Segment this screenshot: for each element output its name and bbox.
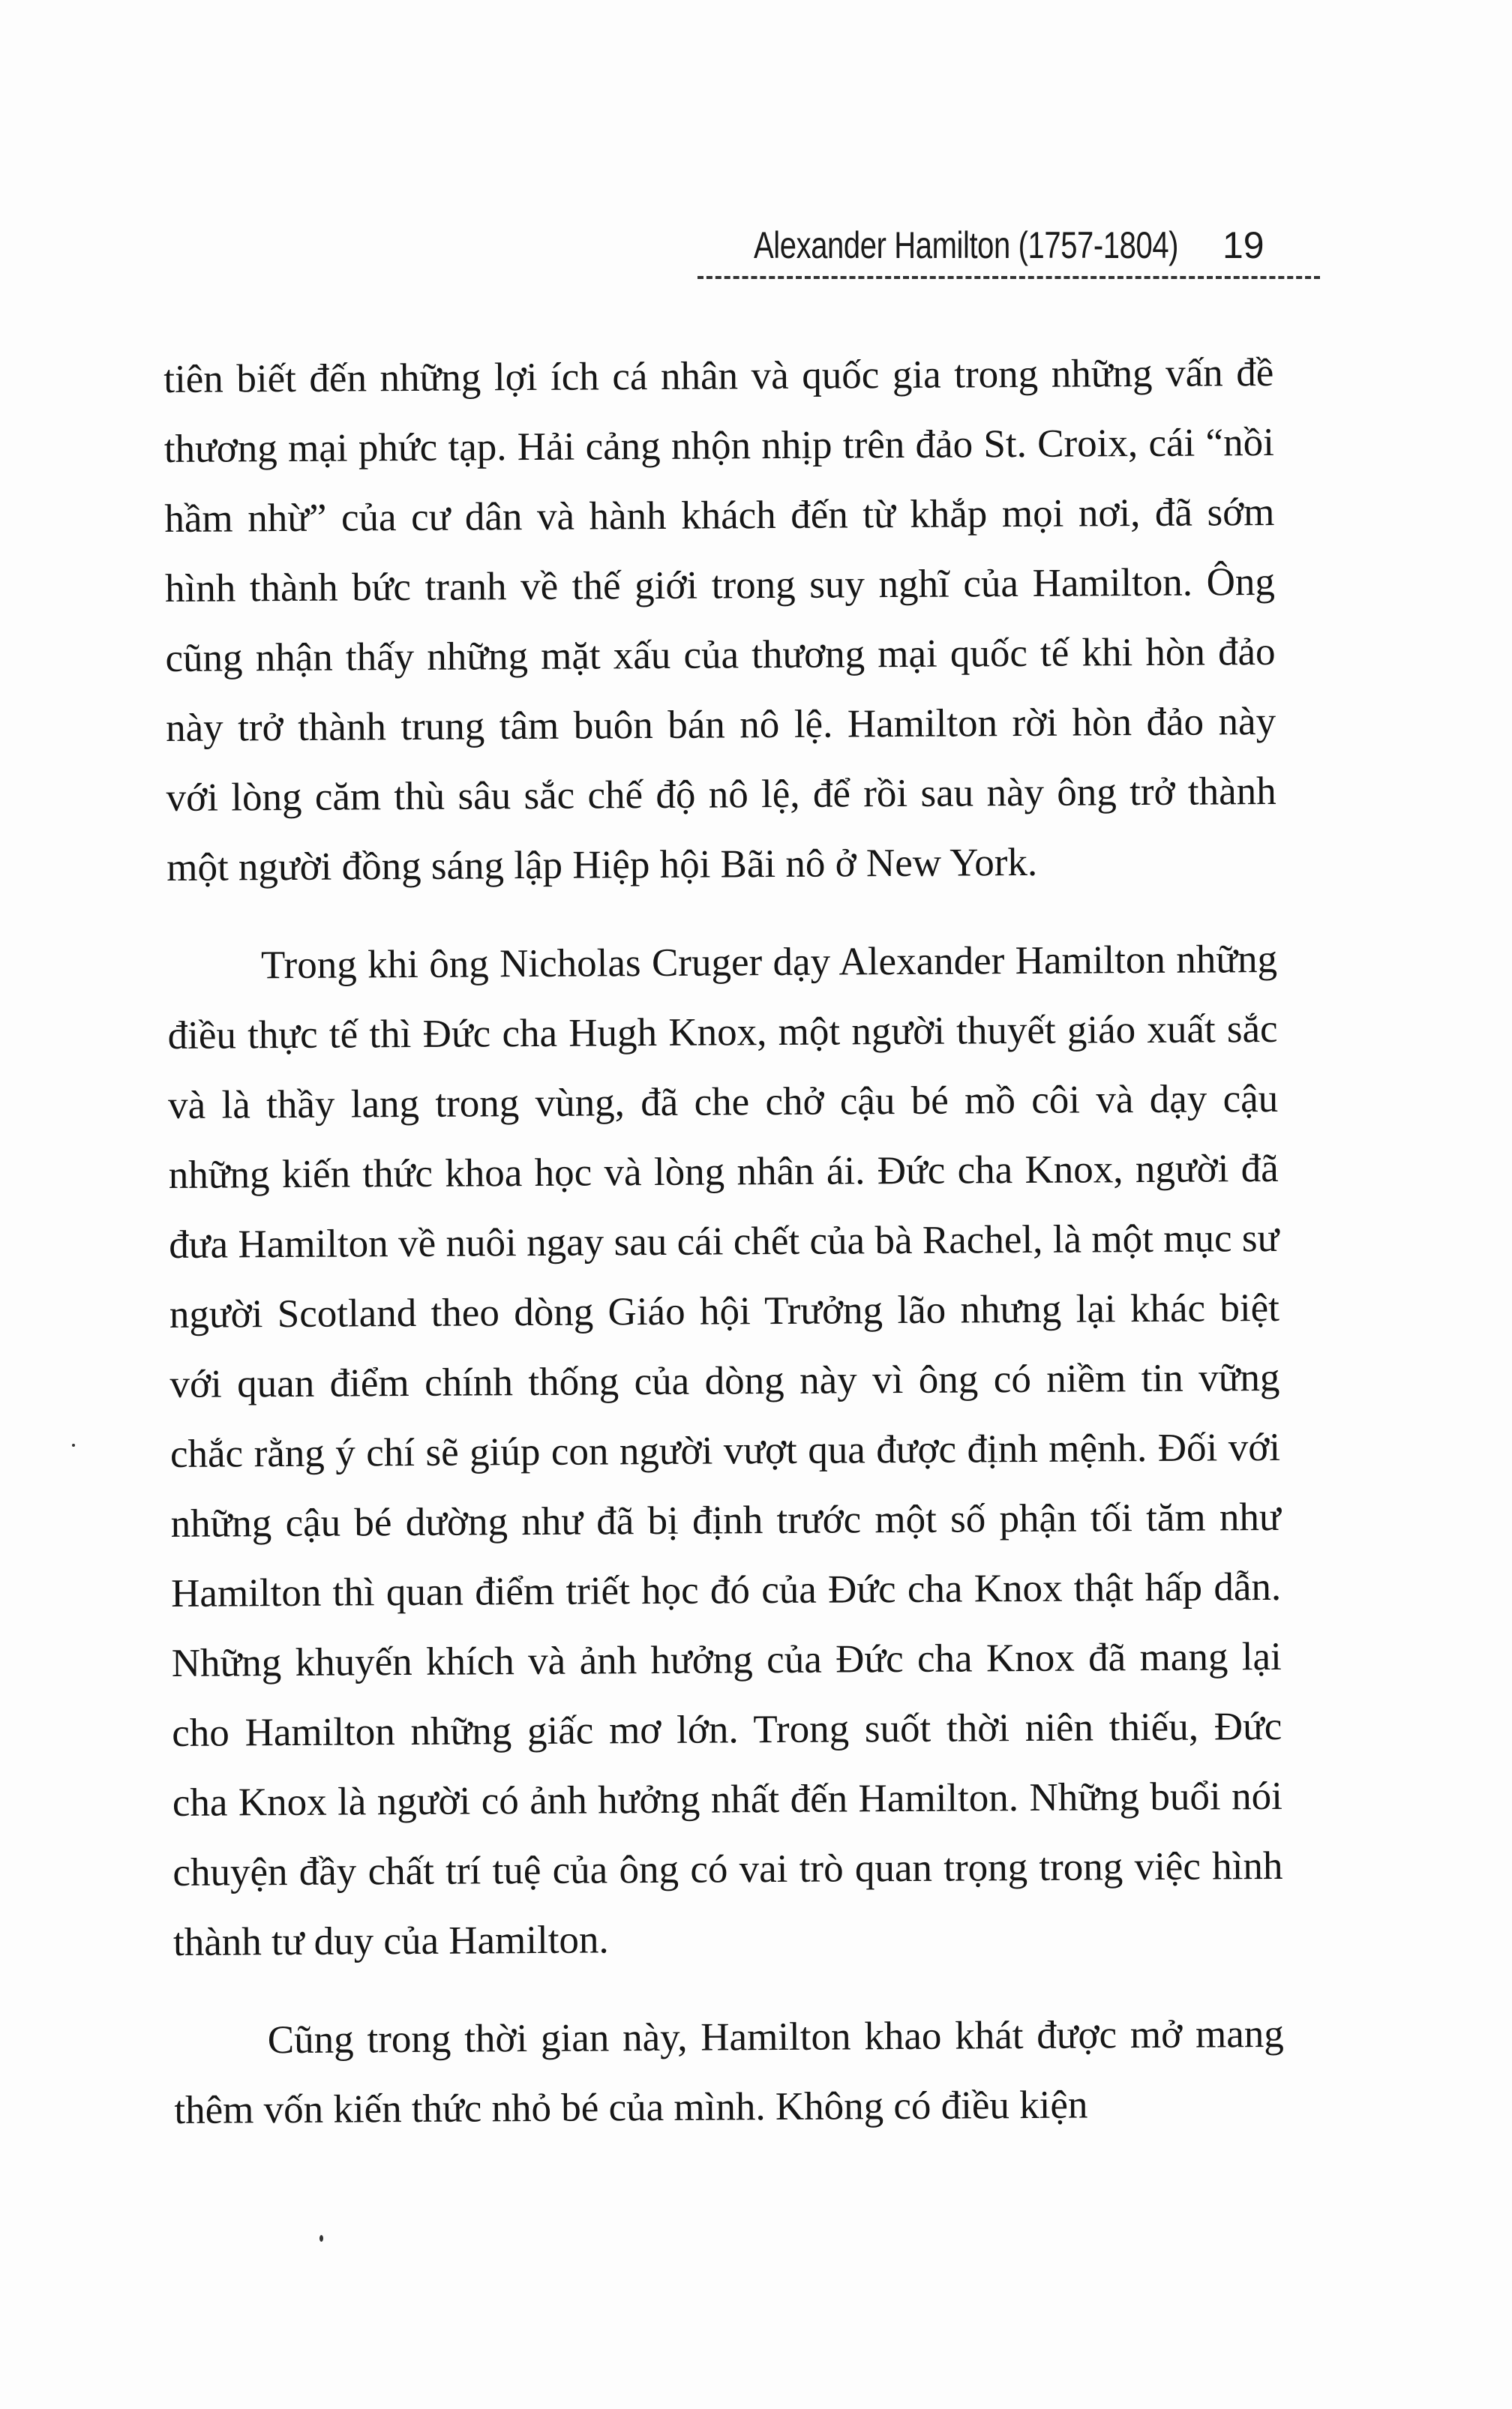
body-text bbox=[164, 338, 1285, 2174]
running-header bbox=[698, 218, 1320, 285]
scan-speck bbox=[320, 2235, 323, 2242]
scan-speck bbox=[72, 1444, 75, 1447]
page-number: 19 bbox=[1222, 224, 1264, 266]
header-divider bbox=[698, 276, 1320, 279]
header-title: Alexander Hamilton (1757-1804) bbox=[754, 224, 1179, 266]
paragraph-continued: tiên biết đến những lợi ích cá nhân và quốc gia trong những vấn đề thương mại phức tạp. Hải cảng nhộn nhịp trên đảo St. Croix, cái “nồi hầm nhừ” của cư dân và hành khách đến từ khắp mọi nơi, đã sớm hình thành bức tranh về thế giới trong suy nghĩ của Hamilton. Ông cũng nhận thấy những mặt xấu của thương mại quốc tế khi hòn đảo này trở thành trung tâm buôn bán nô lệ. Hamilton rời hòn đảo này với lòng căm thù sâu sắc chế độ nô lệ, để rồi sau này ông trở thành một người đồng sáng lập Hiệp hội Bãi nô ở New York. bbox=[164, 350, 1276, 890]
paragraph-knowledge: Cũng trong thời gian này, Hamilton khao khát được mở mang thêm vốn kiến thức nhỏ bé của mình. Không có điều kiện bbox=[174, 2012, 1284, 2132]
paragraph-hugh-knox: Trong khi ông Nicholas Cruger dạy Alexander Hamilton những điều thực tế thì Đức cha Hugh Knox, một người thuyết giáo xuất sắc và là thầy lang trong vùng, đã che chở cậu bé mồ côi và dạy cậu những kiến thức khoa học và lòng nhân ái. Đức cha Knox, người đã đưa Hamilton về nuôi ngay sau cái chết của bà Rachel, là một mục sư người Scotland theo dòng Giáo hội Trưởng lão nhưng lại khác biệt với quan điểm chính thống của dòng này vì ông có niềm tin vững chắc rằng ý chí sẽ giúp con người vượt qua được định mệnh. Đối với những cậu bé dường như đã bị định trước một số phận tối tăm như Hamilton thì quan điểm triết học đó của Đức cha Knox thật hấp dẫn. Những khuyến khích và ảnh hưởng của Đức cha Knox đã mang lại cho Hamilton những giấc mơ lớn. Trong suốt thời niên thiếu, Đức cha Knox là người có ảnh hưởng nhất đến Hamilton. Những buổi nói chuyện đầy chất trí tuệ của ông có vai trò quan trọng trong việc hình thành tư duy của Hamilton. bbox=[167, 937, 1283, 1964]
